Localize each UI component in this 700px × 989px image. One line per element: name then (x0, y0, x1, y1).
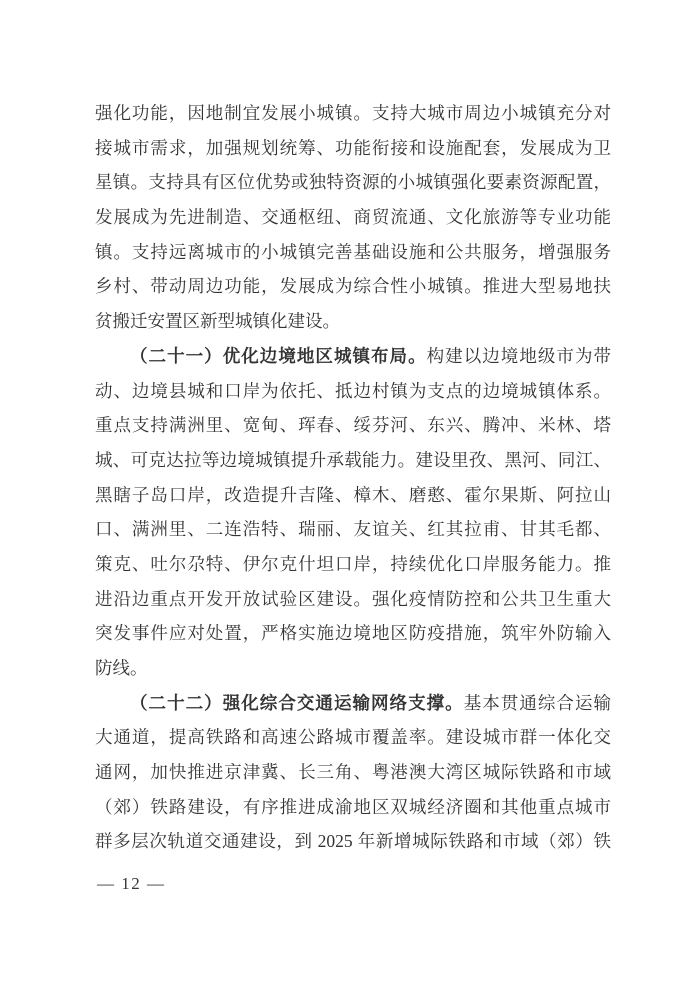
text-line (95, 824, 611, 859)
text-run: 通网，加快推进京津冀、长三角、粤港澳大湾区城际铁路和市域 (95, 762, 611, 783)
text-line (95, 616, 611, 651)
text-run: 防线。 (95, 658, 148, 678)
text-line (95, 408, 611, 443)
text-line (95, 512, 611, 547)
text-line (95, 443, 611, 478)
paragraph-small-towns (95, 96, 611, 339)
text-line (95, 547, 611, 582)
text-run: 接城市需求，加强规划统筹、功能衔接和设施配套，发展成为卫 (95, 137, 611, 158)
text-run: 策克、吐尔尕特、伊尔克什坦口岸，持续优化口岸服务能力。推 (95, 553, 611, 574)
text-line (95, 790, 611, 825)
paragraph-21-border-towns (95, 339, 611, 686)
text-run: 动、边境县城和口岸为依托、抵边村镇为支点的边境城镇体系。 (95, 380, 611, 401)
text-run: 群多层次轨道交通建设，到 2025 年新增城际铁路和市域（郊）铁 (95, 831, 611, 852)
page-number: — 12 — (97, 874, 166, 893)
text-run: 重点支持满洲里、宽甸、珲春、绥芬河、东兴、腾冲、米林、塔 (95, 415, 611, 436)
text-line (95, 478, 611, 513)
text-run: 强化功能，因地制宜发展小城镇。支持大城市周边小城镇充分对 (95, 103, 611, 123)
text-run: 黑瞎子岛口岸，改造提升吉隆、樟木、磨憨、霍尔果斯、阿拉山 (95, 484, 611, 505)
section-heading-run: （二十一）优化边境地区城镇布局。 (130, 345, 427, 366)
text-line (95, 200, 611, 235)
text-run: 基本贯通综合运输 (463, 692, 611, 713)
page-footer (97, 872, 166, 896)
text-line (95, 131, 611, 166)
text-run: 发展成为先进制造、交通枢纽、商贸流通、文化旅游等专业功能 (95, 207, 611, 228)
text-line (95, 339, 611, 374)
document-body (95, 96, 611, 859)
text-run: 突发事件应对处置，严格实施边境地区防疫措施，筑牢外防输入 (95, 623, 611, 644)
text-line (95, 651, 611, 686)
text-run: 构建以边境地级市为带 (426, 345, 611, 366)
text-line (95, 165, 611, 200)
text-run: 乡村、带动周边功能，发展成为综合性小城镇。推进大型易地扶 (95, 276, 611, 297)
paragraph-22-transport-network (95, 686, 611, 859)
text-run: 进沿边重点开发开放试验区建设。强化疫情防控和公共卫生重大 (95, 588, 611, 609)
text-run: 星镇。支持具有区位优势或独特资源的小城镇强化要素资源配置， (95, 172, 611, 193)
text-line (95, 374, 611, 409)
text-line (95, 720, 611, 755)
text-run: 口、满洲里、二连浩特、瑞丽、友谊关、红其拉甫、甘其毛都、 (95, 519, 611, 540)
text-run: 贫搬迁安置区新型城镇化建设。 (95, 311, 340, 332)
text-line (95, 96, 611, 131)
section-heading-run: （二十二）强化综合交通运输网络支撑。 (130, 692, 464, 713)
text-line (95, 304, 611, 339)
text-line (95, 235, 611, 270)
text-line (95, 686, 611, 721)
text-line (95, 269, 611, 304)
text-line (95, 755, 611, 790)
text-run: （郊）铁路建设，有序推进成渝地区双城经济圈和其他重点城市 (95, 796, 611, 817)
text-run: 城、可克达拉等边境城镇提升承载能力。建设里孜、黑河、同江、 (95, 449, 611, 470)
text-run: 镇。支持远离城市的小城镇完善基础设施和公共服务，增强服务 (95, 241, 611, 262)
text-line (95, 582, 611, 617)
text-run: 大通道，提高铁路和高速公路城市覆盖率。建设城市群一体化交 (95, 727, 611, 748)
